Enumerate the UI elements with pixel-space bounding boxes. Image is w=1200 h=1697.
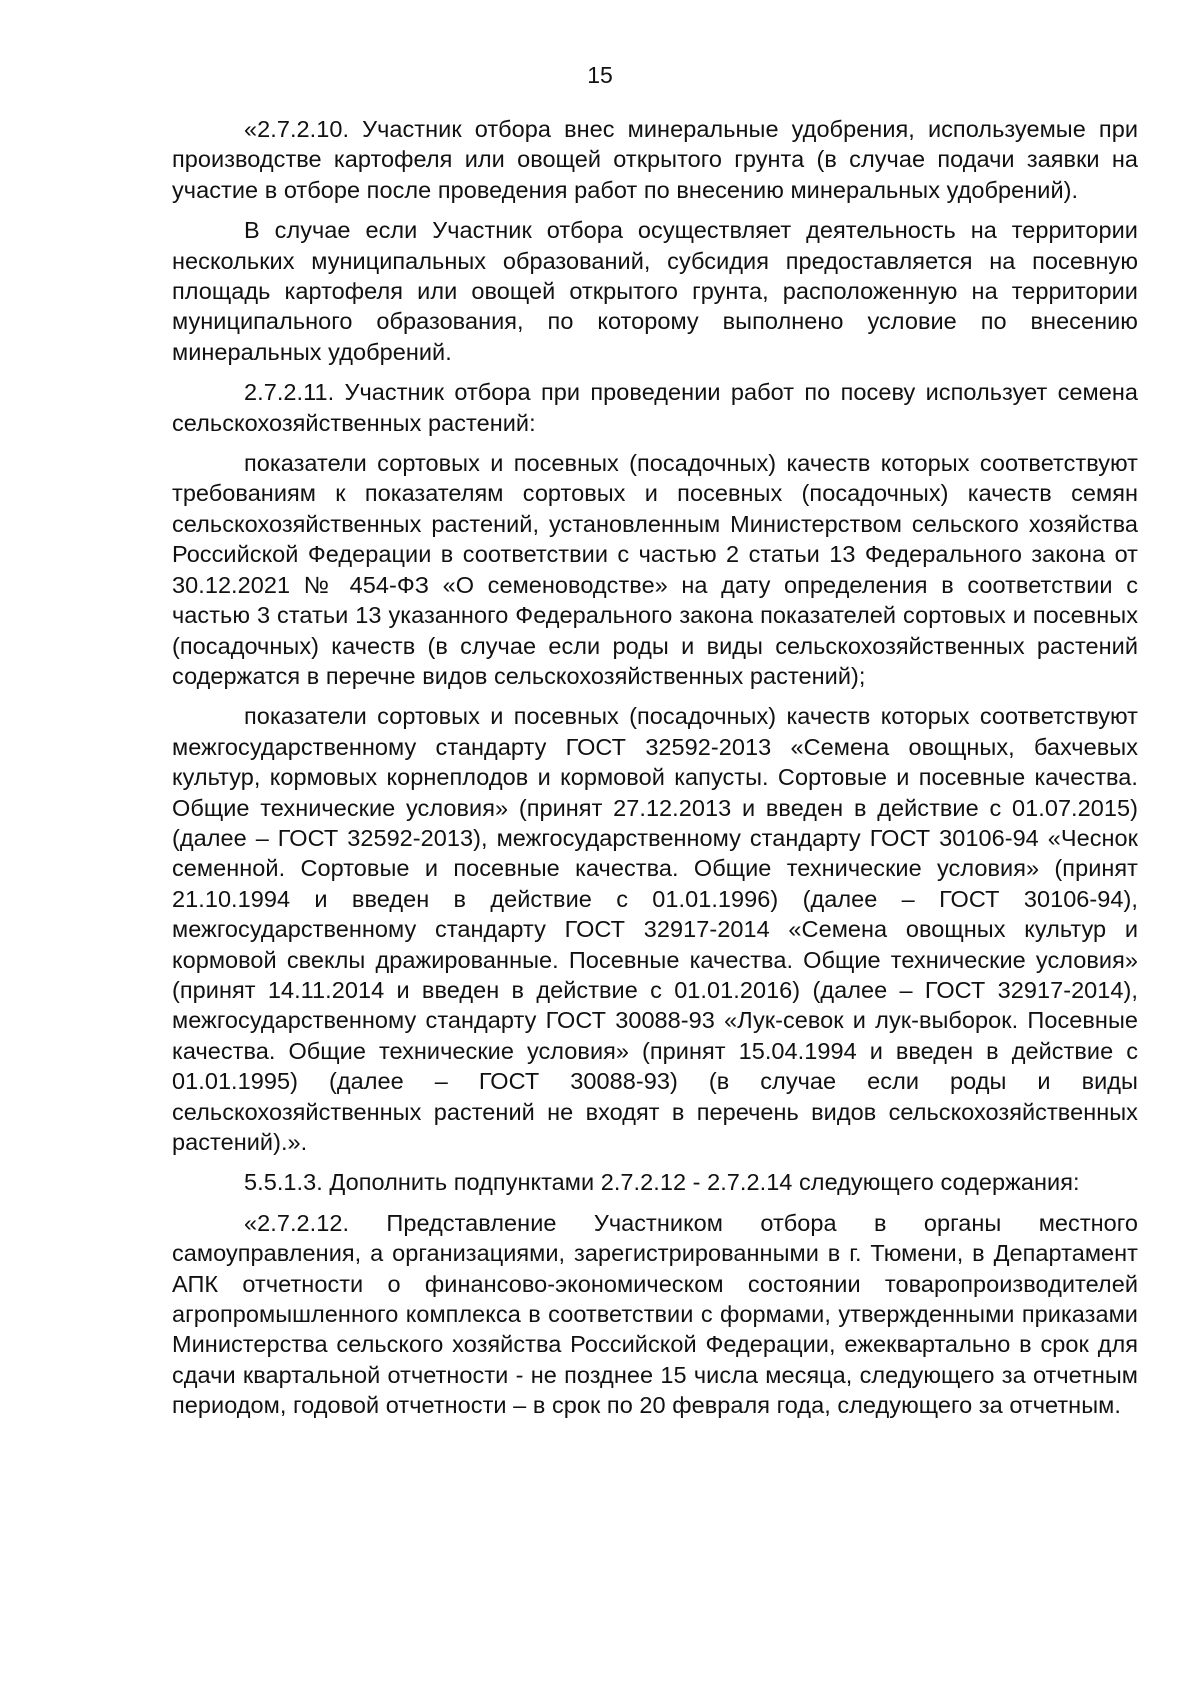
paragraph-gost-standards: показатели сортовых и посевных (посадочных) качеств которых соответствуют межгосударственному стандарту ГОСТ 32592-2013 «Семена овощных, бахчевых культур, кормовых корнеплодов и кормовой капусты. Сортовые и посевные качества. Общие технические условия» (принят 27.12.2013 и введен в действие с 01.07.2015) (далее – ГОСТ 32592-2013), межгосударственному стандарту ГОСТ 30106-94 «Чеснок семенной. Сортовые и посевные качества. Общие технические условия» (принят 21.10.1994 и введен в действие с 01.01.1996) (далее – ГОСТ 30106-94), межгосударственному стандарту ГОСТ 32917-2014 «Семена овощных культур и кормовой свеклы дражированные. Посевные качества. Общие технические условия» (принят 14.11.2014 и введен в действие с 01.01.2016) (далее – ГОСТ 32917-2014), межгосударственному стандарту ГОСТ 30088-93 «Лук-севок и лук-выборок. Посевные качества. Общие технические условия» (принят 15.04.1994 и введен в действие с 01.01.1995) (далее – ГОСТ 30088-93) (в случае если роды и виды сельскохозяйственных растений не входят в перечень видов сельскохозяйственных растений).». xyxy=(172,703,1138,1155)
paragraph-2-7-2-12: «2.7.2.12. Представление Участником отбора в органы местного самоуправления, а организациями, зарегистрированными в г. Тюмени, в Департамент АПК отчетности о финансово-экономическом состоянии товаропроизводителей агропромышленного комплекса в соответствии с формами, утвержденными приказами Министерства сельского хозяйства Российской Федерации, ежеквартально в срок для сдачи квартальной отчетности - не позднее 15 числа месяца, следующего за отчетным периодом, годовой отчетности – в срок по 20 февраля года, следующего за отчетным. xyxy=(172,1209,1138,1419)
paragraph-2-7-2-10: «2.7.2.10. Участник отбора внес минеральные удобрения, используемые при производстве картофеля или овощей открытого грунта (в случае подачи заявки на участие в отборе после проведения работ по внесению минеральных удобрений). xyxy=(172,116,1138,203)
paragraph-5-5-1-3: 5.5.1.3. Дополнить подпунктами 2.7.2.12 - 2.7.2.14 следующего содержания: xyxy=(244,1169,1080,1196)
paragraph-2-7-2-11: 2.7.2.11. Участник отбора при проведении работ по посеву использует семена сельскохозяйственных растений: xyxy=(172,379,1138,436)
paragraph-seed-quality-requirements: показатели сортовых и посевных (посадочных) качеств которых соответствуют требованиям к показателям сортовых и посевных (посадочных) качеств семян сельскохозяйственных растений, установленным Министерством сельского хозяйства Российской Федерации в соответствии с частью 2 статьи 13 Федерального закона от 30.12.2021 № 454-ФЗ «О семеноводстве» на дату определения в соответствии с частью 3 статьи 13 указанного Федерального закона показателей сортовых и посевных (посадочных) качеств (в случае если роды и виды сельскохозяйственных растений содержатся в перечне видов сельскохозяйственных растений); xyxy=(172,450,1138,689)
paragraph-municipal-subsidy: В случае если Участник отбора осуществляет деятельность на территории нескольких муниципальных образований, субсидия предоставляется на посевную площадь картофеля или овощей открытого грунта, расположенную на территории муниципального образования, по которому выполнено условие по внесению минеральных удобрений. xyxy=(172,217,1138,365)
document-body xyxy=(172,114,1138,1431)
page-number: 15 xyxy=(587,62,613,88)
